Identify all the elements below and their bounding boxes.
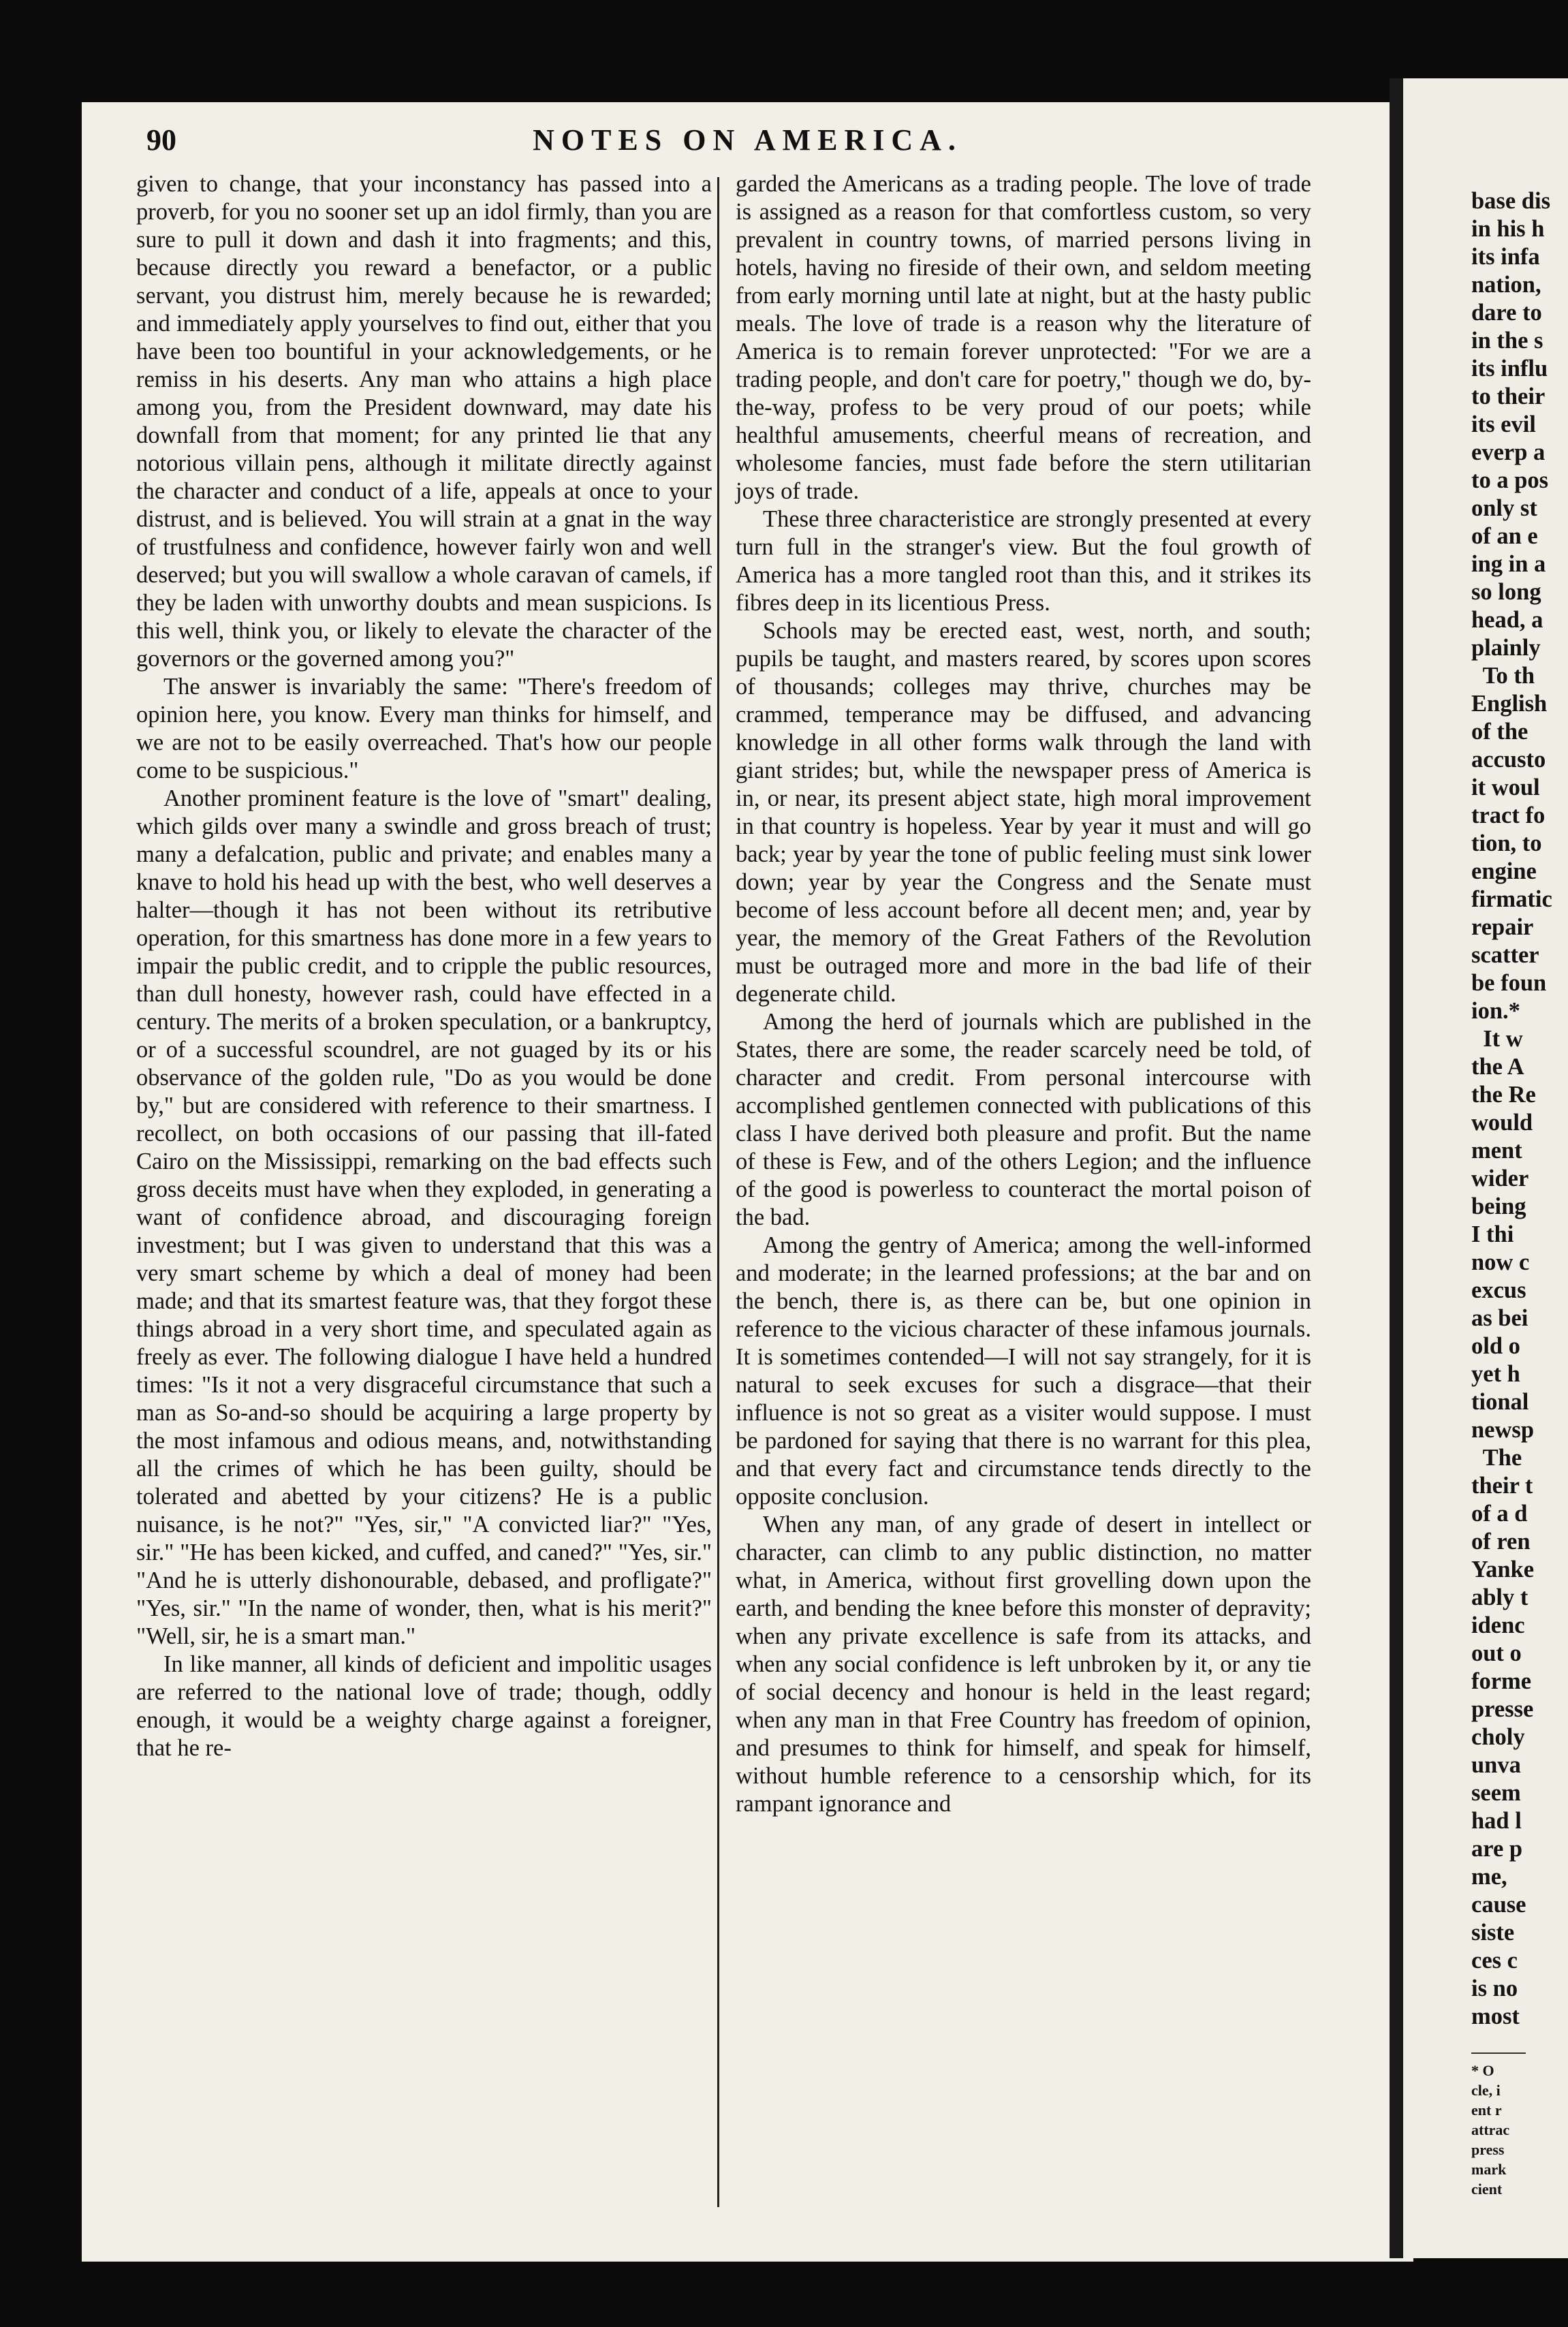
page-number: 90 bbox=[146, 123, 176, 157]
paragraph: Schools may be erected east, west, north, and south; pupils be taught, and masters reared, by scores upon scores of thousands; colleges may thrive, churches may be crammed, temperance may be diffused, and advancing knowledge in all other forms walk through the land with giant strides; but, while the newspaper press of America is in, or near, its present abject state, high moral improvement in that country is hopeless. Year by year it must and will go back; year by year the tone of public feeling must sink lower down; year by year the Congress and the Senate must become of less account before all decent men; and, year by year, the memory of the Great Fathers of the Revolution must be outraged more and more in the bad life of their degenerate child. bbox=[736, 618, 1311, 1007]
paragraph: given to change, that your inconstancy has passed into a proverb, for you no sooner set up an idol firmly, than you are sure to pull it down and dash it into fragments; and this, because directly you reward a benefactor, or a public servant, you distrust him, merely because he is rewarded; and immediately apply yourselves to find out, either that you have been too bountiful in your acknowledgements, or he remiss in his deserts. Any man who attains a high place among you, from the President downward, may date his downfall from that moment; for any printed lie that any notorious villain pens, although it militate directly against the character and conduct of a life, appeals at once to your distrust, and is believed. You will strain at a gnat in the way of trustfulness and confidence, however fairly won and well deserved; but you will swallow a whole caravan of camels, if they be laden with unworthy doubts and mean suspicions. Is this well, think you, or likely to elevate the character of the governors or the governed among you?" bbox=[136, 171, 712, 672]
paragraph: Among the gentry of America; among the well-informed and moderate; in the learned professions; at the bar and on the bench, there is, as there can be, but one opinion in reference to the vicious character of these infamous journals. It is sometimes contended—I will not say strangely, for it is natural to seek excuses for such a disgrace—that their influence is not so great as a visiter would suppose. I must be pardoned for saying that there is no warrant for this plea, and that every fact and circumstance tends directly to the opposite conclusion. bbox=[736, 1232, 1311, 1510]
facing-page-footnote: * O cle, i ent r attrac press mark cient bbox=[1471, 2062, 1510, 2198]
paragraph: When any man, of any grade of desert in intellect or character, can climb to any public distinction, no matter what, in America, without first grovelling down upon the earth, and bending the knee before this monster of depravity; when any private excellence is safe from its attacks, and when any social confidence is left unbroken by it, or any tie of social decency and honour is held in the least regard; when any man in that Free Country has freedom of opinion, and presumes to think for himself, and speak for himself, without humble reference to a censorship which, for its rampant ignorance and bbox=[736, 1512, 1311, 1817]
paragraph: Another prominent feature is the love of "smart" dealing, which gilds over many a swindle and gross breach of trust; many a defalcation, public and private; and enables many a knave to hold his head up with the best, who well deserves a halter—though it has not been without its retributive operation, for this smartness has done more in a few years to impair the public credit, and to cripple the public resources, than dull honesty, however rash, could have effected in a century. The merits of a broken speculation, or a bankruptcy, or of a successful scoundrel, are not guaged by its or his observance of the golden rule, "Do as you would be done by," but are considered with reference to their smartness. I recollect, on both occasions of our passing that ill-fated Cairo on the Mississippi, remarking on the bad effects such gross deceits must have when they exploded, in generating a want of confidence abroad, and discouraging foreign investment; but I was given to understand that this was a very smart scheme by which a deal of money had been made; and that its smartest feature was, that they forgot these things abroad in a very short time, and speculated again as freely as ever. The following dialogue I have held a hundred times: "Is it not a very disgraceful circumstance that such a man as So-and-so should be acquiring a large property by the most infamous and odious means, and, notwithstanding all the crimes of which he has been guilty, should be tolerated and abetted by your citizens? He is a public nuisance, is he not?" "Yes, sir," "A convicted liar?" "Yes, sir." "He has been kicked, and cuffed, and caned?" "Yes, sir." "And he is utterly dishonourable, debased, and profligate?" "Yes, sir." "In the name of wonder, then, what is his merit?" "Well, sir, he is a smart man." bbox=[136, 785, 712, 1649]
facing-page-text: base dis in his h its infa nation, dare to in the s its influ to their its evil everp a to a pos only st of an e ing in a so long head, a plainly To th English of the accusto it woul tract fo tion, to engine firmatic repair scatter be foun ion.* It w the A the Re would ment wider being I thi now c excus as bei old o yet h tional newsp The their t of a d of ren Yanke ably t idenc out o forme presse choly unva seem had l are p me, cause siste ces c is no most bbox=[1471, 188, 1552, 2029]
facing-page-fragment bbox=[1403, 78, 1568, 2258]
book-page bbox=[82, 102, 1413, 2262]
paragraph: The answer is invariably the same: "There's freedom of opinion here, you know. Every man thinks for himself, and we are not to be easily overreached. That's how our people come to be suspicious." bbox=[136, 674, 712, 783]
right-text-column bbox=[736, 170, 1311, 1818]
running-head-title: NOTES ON AMERICA. bbox=[533, 123, 962, 157]
footnote-rule bbox=[1471, 2052, 1526, 2054]
column-divider bbox=[717, 177, 719, 2207]
left-text-column bbox=[136, 170, 712, 1762]
paragraph: garded the Americans as a trading people. The love of trade is assigned as a reason for that comfortless custom, so very prevalent in country towns, of married persons living in hotels, having no fireside of their own, and seldom meeting from early morning until late at night, but at the hasty public meals. The love of trade is a reason why the literature of America is to remain forever unprotected: "For we are a trading people, and don't care for poetry," though we do, by-the-way, profess to be very proud of our poets; while healthful amusements, cheerful means of recreation, and wholesome fancies, must fade before the stern utilitarian joys of trade. bbox=[736, 171, 1311, 504]
paragraph: Among the herd of journals which are published in the States, there are some, the reader scarcely need be told, of character and credit. From personal intercourse with accomplished gentlemen connected with publications of this class I have derived both pleasure and profit. But the name of these is Few, and of the others Legion; and the influence of the good is powerless to counteract the mortal poison of the bad. bbox=[736, 1009, 1311, 1230]
paragraph: In like manner, all kinds of deficient and impolitic usages are referred to the national love of trade; though, oddly enough, it would be a weighty charge against a foreigner, that he re- bbox=[136, 1651, 712, 1761]
paragraph: These three characteristice are strongly presented at every turn full in the stranger's view. But the foul growth of America has a more tangled root than this, and it strikes its fibres deep in its licentious Press. bbox=[736, 506, 1311, 616]
